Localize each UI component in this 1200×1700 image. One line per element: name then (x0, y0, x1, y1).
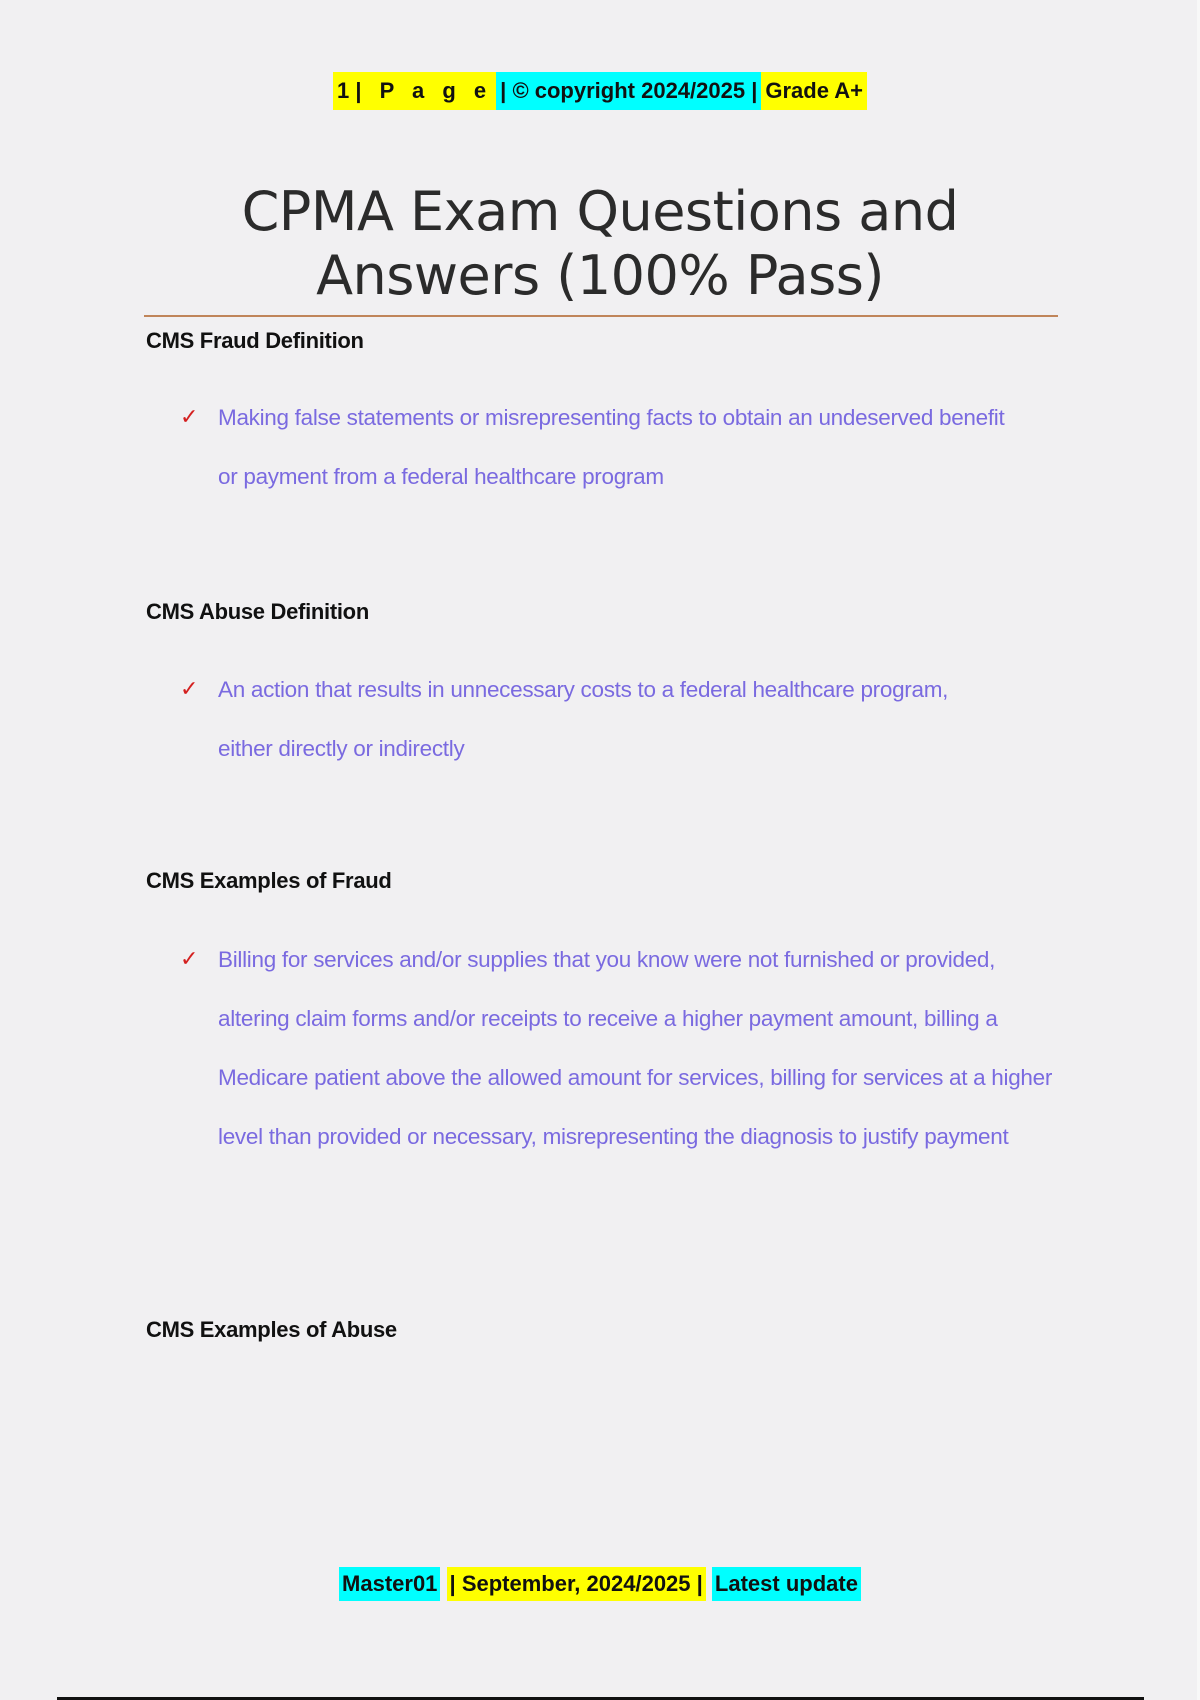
page-label: | P a g e (355, 78, 493, 103)
answer-item (180, 672, 1060, 778)
page-header (0, 72, 1200, 110)
answer-text: An action that results in unnecessary costs to a federal healthcare program, either directly or indirectly (218, 677, 949, 761)
date-label: | September, 2024/2025 | (447, 1567, 706, 1601)
checkmark-icon: ✓ (180, 676, 199, 701)
copyright-notice: | © copyright 2024/2025 | (496, 72, 761, 110)
question-heading: CMS Examples of Fraud (146, 868, 392, 893)
grade-badge: Grade A+ (761, 72, 867, 110)
question-heading: CMS Abuse Definition (146, 599, 369, 624)
title-divider (144, 315, 1058, 317)
page-number: 1 (337, 78, 350, 103)
question-heading: CMS Fraud Definition (146, 328, 364, 353)
answer-text: Billing for services and/or supplies that you know were not furnished or provided, altering claim forms and/or receipts to receive a higher payment amount, billing a Medicare patient above the allowed amount for services, billing for services at a higher level than provided or necessary, misrepresenting the diagnosis to justify payment (218, 947, 1053, 1149)
checkmark-icon: ✓ (180, 946, 199, 971)
checkmark-icon: ✓ (180, 404, 199, 429)
status-label: Latest update (712, 1567, 861, 1601)
page-number-highlight (333, 72, 496, 110)
answer-item (180, 400, 1060, 506)
answer-text: Making false statements or misrepresenting facts to obtain an undeserved benefit or payment from a federal healthcare program (218, 405, 1005, 489)
title-line-2: Answers (100% Pass) (316, 244, 884, 307)
author-label: Master01 (339, 1567, 440, 1601)
answer-item (180, 942, 1060, 1166)
question-heading: CMS Examples of Abuse (146, 1317, 397, 1342)
page-footer (0, 1567, 1200, 1601)
title-line-1: CPMA Exam Questions and (241, 180, 959, 243)
document-title (144, 180, 1056, 308)
